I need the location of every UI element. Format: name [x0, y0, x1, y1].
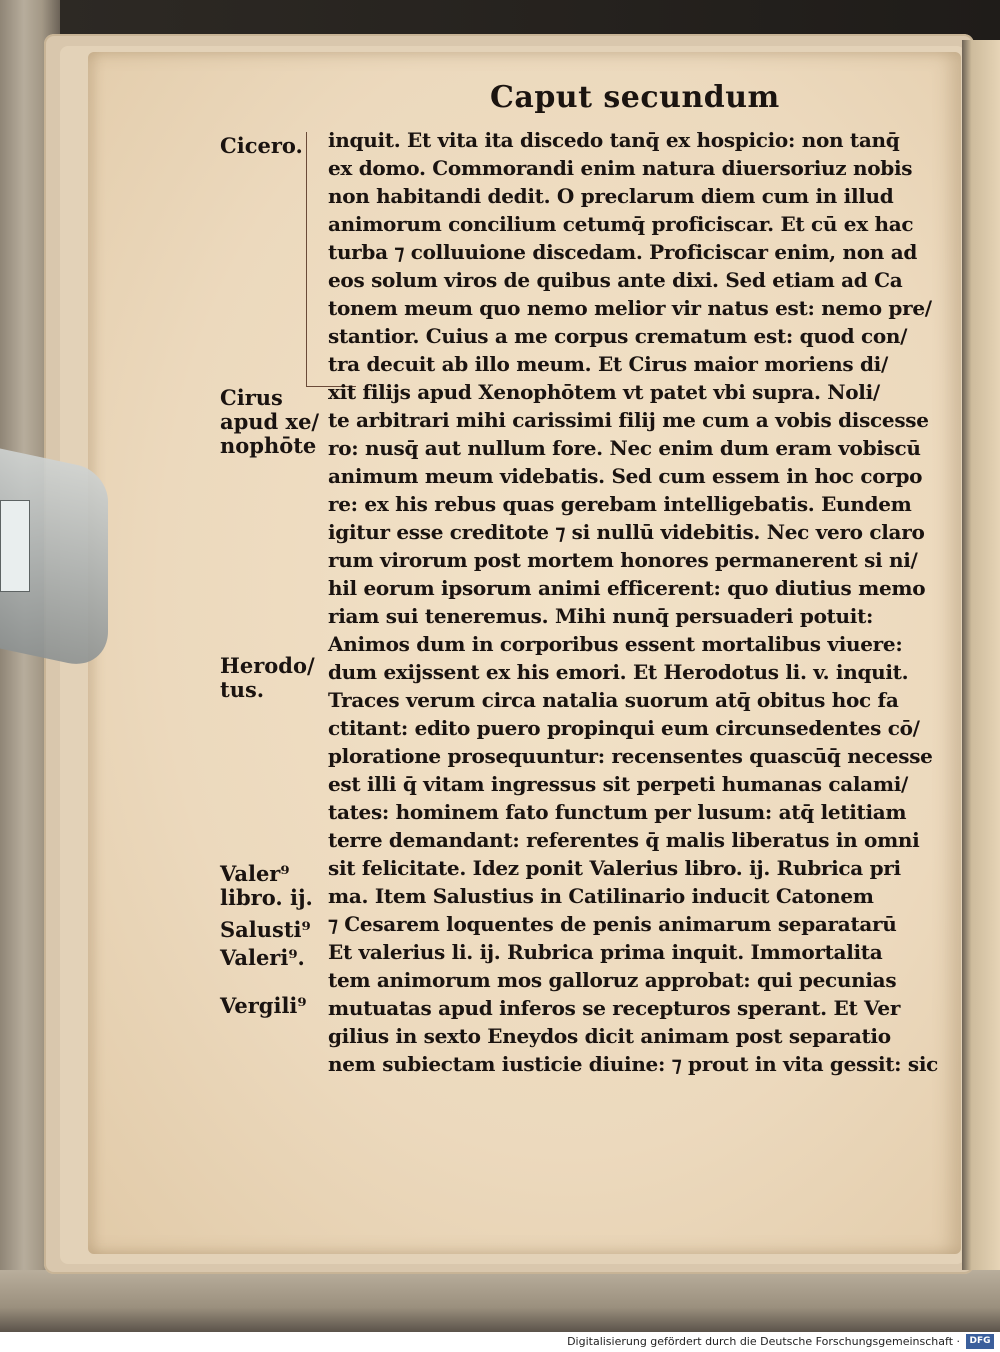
- text-line: nem subiectam iusticie diuine: ⁊ prout in vita gessit: sic: [328, 1052, 939, 1076]
- margin-bracket-annotation: [306, 132, 319, 387]
- text-line: mutuatas apud inferos se recepturos sperant. Et Ver: [328, 996, 901, 1020]
- marginal-note-cicero: Cicero.: [220, 133, 303, 158]
- text-line: ex domo. Commorandi enim natura diuersoriuz nobis: [328, 156, 913, 180]
- text-line: eos solum viros de quibus ante dixi. Sed etiam ad Ca: [328, 268, 903, 292]
- text-line: non habitandi dedit. O preclarum diem cum in illud: [328, 184, 894, 208]
- page-heading: Caput secundum: [490, 80, 780, 115]
- text-line: tonem meum quo nemo melior vir natus est: nemo pre/: [328, 296, 932, 320]
- text-line: animorum concilium cetumq̄ proficiscar. Et cū ex hac: [328, 212, 914, 236]
- text-line: ctitant: edito puero propinqui eum circunsedentes cō/: [328, 716, 920, 740]
- dfg-logo-icon: DFG: [966, 1334, 994, 1349]
- text-line: ma. Item Salustius in Catilinario inducit Catonem: [328, 884, 874, 908]
- book-binding-bottom: [0, 1270, 1000, 1332]
- text-line: tra decuit ab illo meum. Et Cirus maior moriens di/: [328, 352, 888, 376]
- text-line: rum virorum post mortem honores permanerent si ni/: [328, 548, 918, 572]
- text-line: re: ex his rebus quas gerebam intelligebatis. Eundem: [328, 492, 912, 516]
- marginal-note-valerius: Valer⁹ libro. ij.: [220, 861, 313, 910]
- text-line: hil eorum ipsorum animi efficerent: quo diutius memo: [328, 576, 926, 600]
- text-line: igitur esse creditote ⁊ si nullū videbitis. Nec vero claro: [328, 520, 925, 544]
- marginal-note-vergilius: Vergili⁹: [220, 993, 307, 1018]
- funding-credit: Digitalisierung gefördert durch die Deutsche Forschungsgemeinschaft ·: [567, 1335, 960, 1348]
- text-line: tates: hominem fato functum per lusum: atq̄ letitiam: [328, 800, 907, 824]
- facing-page-edge: [962, 40, 1000, 1270]
- text-line: dum exijssent ex his emori. Et Herodotus li. v. inquit.: [328, 660, 909, 684]
- text-line: gilius in sexto Eneydos dicit animam post separatio: [328, 1024, 891, 1048]
- text-line: Traces verum circa natalia suorum atq̄ obitus hoc fa: [328, 688, 899, 712]
- text-line: riam sui teneremus. Mihi nunq̄ persuaderi potuit:: [328, 604, 874, 628]
- text-line: tem animorum mos galloruz approbat: qui pecunias: [328, 968, 897, 992]
- text-line: stantior. Cuius a me corpus crematum est: quod con/: [328, 324, 908, 348]
- marginal-note-salustius: Salusti⁹: [220, 917, 311, 942]
- marginal-note-cirus: Cirus apud xe/ nophōte: [220, 385, 320, 458]
- marginal-note-valerius-2: Valeri⁹.: [220, 945, 305, 970]
- text-line: turba ⁊ colluuione discedam. Proficiscar enim, non ad: [328, 240, 918, 264]
- text-line: ⁊ Cesarem loquentes de penis animarum separatarū: [328, 912, 897, 936]
- text-line: inquit. Et vita ita discedo tanq̄ ex hospicio: non tanq̄: [328, 128, 900, 152]
- text-line: est illi q̄ vitam ingressus sit perpeti humanas calami/: [328, 772, 908, 796]
- text-line: ro: nusq̄ aut nullum fore. Nec enim dum eram vobiscū: [328, 436, 921, 460]
- text-line: xit filijs apud Xenophōtem vt patet vbi supra. Noli/: [328, 380, 880, 404]
- text-line: Animos dum in corporibus essent mortalibus viuere:: [328, 632, 903, 656]
- text-line: sit felicitate. Idez ponit Valerius libro. ij. Rubrica pri: [328, 856, 901, 880]
- text-line: te arbitrari mihi carissimi filij me cum a vobis discesse: [328, 408, 929, 432]
- text-line: terre demandant: referentes q̄ malis liberatus in omni: [328, 828, 920, 852]
- text-line: Et valerius li. ij. Rubrica prima inquit. Immortalita: [328, 940, 883, 964]
- text-line: animum meum videbatis. Sed cum essem in hoc corpo: [328, 464, 923, 488]
- page-clip-tab: [0, 500, 30, 592]
- footer-bar: [0, 1332, 1000, 1352]
- text-line: ploratione prosequuntur: recensentes quascūq̄ necesse: [328, 744, 933, 768]
- marginal-note-herodotus: Herodo/ tus.: [220, 653, 315, 702]
